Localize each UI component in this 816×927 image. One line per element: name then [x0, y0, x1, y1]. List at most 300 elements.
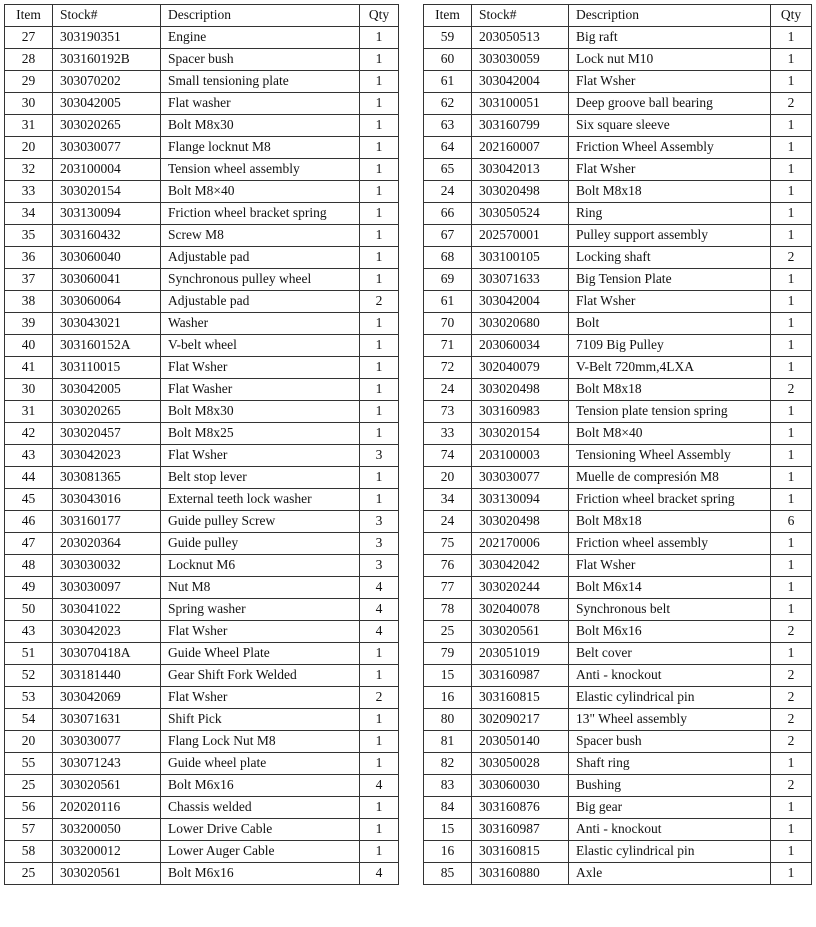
- cell-item: 51: [5, 643, 53, 665]
- cell-stock: 303160799: [472, 115, 569, 137]
- cell-stock: 303030032: [53, 555, 161, 577]
- cell-item: 31: [5, 115, 53, 137]
- cell-stock: 303043016: [53, 489, 161, 511]
- cell-item: 61: [424, 71, 472, 93]
- cell-item: 65: [424, 159, 472, 181]
- table-row: [5, 863, 399, 885]
- header-stock: Stock#: [53, 5, 161, 27]
- cell-qty: 3: [360, 511, 399, 533]
- table-row: [424, 137, 812, 159]
- cell-item: 33: [5, 181, 53, 203]
- cell-qty: 2: [771, 687, 812, 709]
- table-row: [424, 181, 812, 203]
- cell-item: 78: [424, 599, 472, 621]
- table-row: [5, 533, 399, 555]
- table-row: [5, 27, 399, 49]
- cell-stock: 303160880: [472, 863, 569, 885]
- cell-qty: 1: [771, 863, 812, 885]
- cell-qty: 1: [360, 731, 399, 753]
- cell-item: 59: [424, 27, 472, 49]
- cell-stock: 303042005: [53, 379, 161, 401]
- table-row: [424, 93, 812, 115]
- cell-item: 52: [5, 665, 53, 687]
- table-row: [424, 555, 812, 577]
- table-row: [5, 511, 399, 533]
- cell-stock: 303060041: [53, 269, 161, 291]
- cell-item: 16: [424, 841, 472, 863]
- table-row: [424, 643, 812, 665]
- cell-stock: 303030077: [53, 137, 161, 159]
- cell-item: 37: [5, 269, 53, 291]
- cell-stock: 303070202: [53, 71, 161, 93]
- cell-description: Elastic cylindrical pin: [569, 687, 771, 709]
- cell-description: Gear Shift Fork Welded: [161, 665, 360, 687]
- cell-item: 79: [424, 643, 472, 665]
- cell-stock: 303020561: [53, 863, 161, 885]
- table-row: [424, 731, 812, 753]
- cell-qty: 1: [771, 577, 812, 599]
- table-row: [424, 357, 812, 379]
- cell-description: Spacer bush: [161, 49, 360, 71]
- cell-description: Bolt M8x30: [161, 115, 360, 137]
- cell-item: 43: [5, 621, 53, 643]
- header-item: Item: [424, 5, 472, 27]
- cell-item: 53: [5, 687, 53, 709]
- cell-qty: 1: [771, 555, 812, 577]
- cell-stock: 303081365: [53, 467, 161, 489]
- cell-item: 33: [424, 423, 472, 445]
- cell-stock: 303042023: [53, 621, 161, 643]
- table-row: [424, 225, 812, 247]
- cell-qty: 1: [771, 291, 812, 313]
- header-qty: Qty: [771, 5, 812, 27]
- table-row: [424, 533, 812, 555]
- cell-item: 27: [5, 27, 53, 49]
- cell-description: Tensioning Wheel Assembly: [569, 445, 771, 467]
- cell-stock: 303042005: [53, 93, 161, 115]
- cell-stock: 303181440: [53, 665, 161, 687]
- cell-stock: 303160987: [472, 819, 569, 841]
- cell-description: Bolt M8x30: [161, 401, 360, 423]
- cell-item: 15: [424, 665, 472, 687]
- table-row: [5, 445, 399, 467]
- cell-item: 39: [5, 313, 53, 335]
- cell-qty: 1: [771, 313, 812, 335]
- table-row: [5, 731, 399, 753]
- cell-item: 25: [5, 863, 53, 885]
- cell-description: Flat Wsher: [161, 687, 360, 709]
- cell-description: Screw M8: [161, 225, 360, 247]
- cell-stock: 303050028: [472, 753, 569, 775]
- cell-qty: 2: [771, 665, 812, 687]
- table-row: [424, 511, 812, 533]
- header-qty: Qty: [360, 5, 399, 27]
- table-row: [5, 291, 399, 313]
- cell-description: Bolt M8×40: [161, 181, 360, 203]
- cell-description: Muelle de compresión M8: [569, 467, 771, 489]
- table-row: [5, 665, 399, 687]
- table-row: [5, 379, 399, 401]
- cell-qty: 1: [771, 423, 812, 445]
- cell-description: Friction Wheel Assembly: [569, 137, 771, 159]
- cell-qty: 2: [771, 709, 812, 731]
- cell-item: 56: [5, 797, 53, 819]
- cell-stock: 303042042: [472, 555, 569, 577]
- table-row: [5, 203, 399, 225]
- cell-qty: 1: [360, 643, 399, 665]
- cell-description: Anti - knockout: [569, 819, 771, 841]
- cell-description: Big gear: [569, 797, 771, 819]
- cell-description: Belt stop lever: [161, 467, 360, 489]
- cell-qty: 1: [360, 379, 399, 401]
- cell-item: 70: [424, 313, 472, 335]
- cell-stock: 303020498: [472, 379, 569, 401]
- cell-item: 30: [5, 93, 53, 115]
- cell-stock: 303030077: [53, 731, 161, 753]
- cell-description: Friction wheel bracket spring: [569, 489, 771, 511]
- table-row: [424, 49, 812, 71]
- cell-qty: 4: [360, 621, 399, 643]
- cell-stock: 303200012: [53, 841, 161, 863]
- cell-item: 63: [424, 115, 472, 137]
- cell-qty: 2: [771, 247, 812, 269]
- cell-qty: 1: [360, 401, 399, 423]
- table-row: [5, 775, 399, 797]
- cell-item: 58: [5, 841, 53, 863]
- table-row: [5, 225, 399, 247]
- cell-qty: 1: [771, 71, 812, 93]
- cell-description: Friction wheel assembly: [569, 533, 771, 555]
- cell-qty: 1: [771, 181, 812, 203]
- table-row: [424, 71, 812, 93]
- cell-description: Spring washer: [161, 599, 360, 621]
- cell-description: Flange locknut M8: [161, 137, 360, 159]
- cell-item: 85: [424, 863, 472, 885]
- cell-item: 45: [5, 489, 53, 511]
- table-row: [424, 423, 812, 445]
- cell-stock: 303042023: [53, 445, 161, 467]
- cell-description: Synchronous pulley wheel: [161, 269, 360, 291]
- cell-description: Shift Pick: [161, 709, 360, 731]
- cell-qty: 2: [771, 731, 812, 753]
- cell-item: 24: [424, 379, 472, 401]
- cell-item: 35: [5, 225, 53, 247]
- cell-stock: 303020680: [472, 313, 569, 335]
- cell-item: 40: [5, 335, 53, 357]
- cell-stock: 303160432: [53, 225, 161, 247]
- table-row: [5, 247, 399, 269]
- cell-qty: 2: [360, 291, 399, 313]
- cell-qty: 1: [771, 467, 812, 489]
- cell-item: 66: [424, 203, 472, 225]
- table-row: [5, 841, 399, 863]
- cell-qty: 1: [771, 357, 812, 379]
- cell-qty: 1: [360, 709, 399, 731]
- cell-description: Bolt: [569, 313, 771, 335]
- cell-stock: 303020561: [53, 775, 161, 797]
- cell-qty: 1: [360, 71, 399, 93]
- table-row: [424, 401, 812, 423]
- cell-description: Anti - knockout: [569, 665, 771, 687]
- cell-stock: 202170006: [472, 533, 569, 555]
- cell-item: 15: [424, 819, 472, 841]
- cell-item: 38: [5, 291, 53, 313]
- cell-item: 80: [424, 709, 472, 731]
- cell-item: 68: [424, 247, 472, 269]
- cell-description: Belt cover: [569, 643, 771, 665]
- cell-description: Flat Wsher: [161, 357, 360, 379]
- cell-item: 81: [424, 731, 472, 753]
- cell-stock: 303071631: [53, 709, 161, 731]
- cell-qty: 1: [360, 423, 399, 445]
- cell-stock: 203050140: [472, 731, 569, 753]
- cell-description: Tension plate tension spring: [569, 401, 771, 423]
- cell-qty: 4: [360, 863, 399, 885]
- cell-description: Friction wheel bracket spring: [161, 203, 360, 225]
- table-row: [424, 467, 812, 489]
- cell-stock: 303020265: [53, 401, 161, 423]
- cell-item: 16: [424, 687, 472, 709]
- cell-description: Guide pulley Screw: [161, 511, 360, 533]
- cell-item: 62: [424, 93, 472, 115]
- cell-description: Axle: [569, 863, 771, 885]
- cell-qty: 1: [360, 467, 399, 489]
- parts-table-right: [423, 4, 812, 885]
- cell-qty: 1: [771, 489, 812, 511]
- cell-stock: 203051019: [472, 643, 569, 665]
- cell-qty: 1: [360, 841, 399, 863]
- table-row: [5, 797, 399, 819]
- cell-item: 74: [424, 445, 472, 467]
- table-row: [5, 753, 399, 775]
- cell-qty: 1: [360, 159, 399, 181]
- cell-stock: 303071633: [472, 269, 569, 291]
- cell-stock: 303042069: [53, 687, 161, 709]
- cell-stock: 303160815: [472, 687, 569, 709]
- cell-description: Lock nut M10: [569, 49, 771, 71]
- table-row: [424, 863, 812, 885]
- cell-item: 55: [5, 753, 53, 775]
- cell-description: Lower Auger Cable: [161, 841, 360, 863]
- cell-qty: 1: [360, 181, 399, 203]
- parts-rows-left: [5, 27, 399, 885]
- cell-item: 83: [424, 775, 472, 797]
- cell-qty: 2: [771, 621, 812, 643]
- cell-qty: 1: [360, 753, 399, 775]
- cell-qty: 2: [771, 93, 812, 115]
- cell-qty: 1: [771, 599, 812, 621]
- cell-item: 31: [5, 401, 53, 423]
- cell-qty: 1: [771, 115, 812, 137]
- table-row: [424, 797, 812, 819]
- cell-item: 77: [424, 577, 472, 599]
- cell-qty: 1: [360, 819, 399, 841]
- cell-qty: 1: [771, 841, 812, 863]
- cell-item: 25: [5, 775, 53, 797]
- cell-item: 47: [5, 533, 53, 555]
- cell-description: Locking shaft: [569, 247, 771, 269]
- cell-description: Flat Wsher: [569, 71, 771, 93]
- table-row: [424, 577, 812, 599]
- cell-qty: 1: [360, 225, 399, 247]
- table-row: [5, 577, 399, 599]
- cell-item: 20: [5, 731, 53, 753]
- cell-description: Bolt M6x16: [569, 621, 771, 643]
- table-row: [424, 599, 812, 621]
- cell-description: Flat washer: [161, 93, 360, 115]
- cell-description: Guide wheel plate: [161, 753, 360, 775]
- table-row: [424, 687, 812, 709]
- cell-qty: 1: [771, 533, 812, 555]
- cell-description: Lower Drive Cable: [161, 819, 360, 841]
- cell-item: 24: [424, 181, 472, 203]
- table-row: [424, 291, 812, 313]
- cell-description: Guide Wheel Plate: [161, 643, 360, 665]
- cell-qty: 1: [360, 27, 399, 49]
- table-row: [5, 269, 399, 291]
- table-row: [5, 687, 399, 709]
- cell-stock: 202020116: [53, 797, 161, 819]
- cell-item: 57: [5, 819, 53, 841]
- cell-item: 49: [5, 577, 53, 599]
- cell-stock: 303060040: [53, 247, 161, 269]
- cell-stock: 303130094: [472, 489, 569, 511]
- cell-description: External teeth lock washer: [161, 489, 360, 511]
- cell-description: Elastic cylindrical pin: [569, 841, 771, 863]
- table-row: [424, 115, 812, 137]
- cell-description: Nut M8: [161, 577, 360, 599]
- cell-stock: 302040079: [472, 357, 569, 379]
- table-header-row: [5, 5, 399, 27]
- table-row: [424, 489, 812, 511]
- cell-item: 30: [5, 379, 53, 401]
- cell-item: 46: [5, 511, 53, 533]
- table-row: [424, 621, 812, 643]
- cell-stock: 303030077: [472, 467, 569, 489]
- cell-stock: 303030097: [53, 577, 161, 599]
- cell-item: 24: [424, 511, 472, 533]
- table-row: [5, 115, 399, 137]
- cell-description: Big Tension Plate: [569, 269, 771, 291]
- cell-item: 61: [424, 291, 472, 313]
- cell-stock: 303020457: [53, 423, 161, 445]
- cell-description: V-belt wheel: [161, 335, 360, 357]
- table-row: [5, 159, 399, 181]
- cell-stock: 202570001: [472, 225, 569, 247]
- table-row: [5, 49, 399, 71]
- cell-stock: 303160192B: [53, 49, 161, 71]
- table-row: [5, 467, 399, 489]
- cell-stock: 303190351: [53, 27, 161, 49]
- cell-stock: 303160983: [472, 401, 569, 423]
- cell-stock: 302090217: [472, 709, 569, 731]
- table-row: [5, 181, 399, 203]
- table-row: [424, 841, 812, 863]
- cell-qty: 1: [771, 819, 812, 841]
- cell-stock: 303020244: [472, 577, 569, 599]
- cell-stock: 303100105: [472, 247, 569, 269]
- table-row: [5, 599, 399, 621]
- cell-qty: 1: [771, 159, 812, 181]
- cell-description: Ring: [569, 203, 771, 225]
- cell-stock: 303020498: [472, 511, 569, 533]
- cell-qty: 1: [771, 225, 812, 247]
- table-row: [5, 709, 399, 731]
- cell-description: Adjustable pad: [161, 291, 360, 313]
- cell-item: 43: [5, 445, 53, 467]
- table-row: [5, 71, 399, 93]
- cell-description: Small tensioning plate: [161, 71, 360, 93]
- cell-item: 34: [424, 489, 472, 511]
- table-row: [5, 423, 399, 445]
- cell-qty: 4: [360, 775, 399, 797]
- table-row: [424, 203, 812, 225]
- cell-qty: 1: [360, 115, 399, 137]
- cell-qty: 1: [360, 797, 399, 819]
- cell-stock: 303020561: [472, 621, 569, 643]
- cell-description: Synchronous belt: [569, 599, 771, 621]
- cell-description: Six square sleeve: [569, 115, 771, 137]
- cell-description: Bushing: [569, 775, 771, 797]
- cell-item: 48: [5, 555, 53, 577]
- cell-stock: 303060030: [472, 775, 569, 797]
- cell-stock: 303060064: [53, 291, 161, 313]
- cell-item: 36: [5, 247, 53, 269]
- cell-stock: 302040078: [472, 599, 569, 621]
- cell-description: V-Belt 720mm,4LXA: [569, 357, 771, 379]
- header-item: Item: [5, 5, 53, 27]
- cell-stock: 303020498: [472, 181, 569, 203]
- cell-description: Bolt M6x16: [161, 775, 360, 797]
- cell-qty: 6: [771, 511, 812, 533]
- table-row: [424, 753, 812, 775]
- cell-qty: 1: [360, 489, 399, 511]
- cell-qty: 2: [771, 775, 812, 797]
- cell-item: 42: [5, 423, 53, 445]
- table-row: [424, 313, 812, 335]
- cell-item: 60: [424, 49, 472, 71]
- cell-description: Big raft: [569, 27, 771, 49]
- cell-item: 20: [424, 467, 472, 489]
- cell-description: Washer: [161, 313, 360, 335]
- cell-qty: 1: [360, 269, 399, 291]
- cell-stock: 303100051: [472, 93, 569, 115]
- table-row: [5, 335, 399, 357]
- cell-description: Deep groove ball bearing: [569, 93, 771, 115]
- table-row: [424, 665, 812, 687]
- cell-description: Pulley support assembly: [569, 225, 771, 247]
- cell-item: 34: [5, 203, 53, 225]
- cell-stock: 303160152A: [53, 335, 161, 357]
- table-row: [424, 27, 812, 49]
- cell-item: 71: [424, 335, 472, 357]
- table-row: [424, 269, 812, 291]
- cell-qty: 1: [771, 445, 812, 467]
- cell-qty: 1: [360, 137, 399, 159]
- cell-stock: 303020265: [53, 115, 161, 137]
- cell-qty: 1: [771, 643, 812, 665]
- cell-stock: 303160876: [472, 797, 569, 819]
- cell-stock: 303160815: [472, 841, 569, 863]
- cell-description: Tension wheel assembly: [161, 159, 360, 181]
- cell-qty: 1: [771, 49, 812, 71]
- cell-description: Bolt M8x25: [161, 423, 360, 445]
- cell-description: Flat Wsher: [161, 445, 360, 467]
- cell-description: Shaft ring: [569, 753, 771, 775]
- cell-description: Bolt M6x16: [161, 863, 360, 885]
- cell-stock: 203020364: [53, 533, 161, 555]
- cell-description: Bolt M8x18: [569, 511, 771, 533]
